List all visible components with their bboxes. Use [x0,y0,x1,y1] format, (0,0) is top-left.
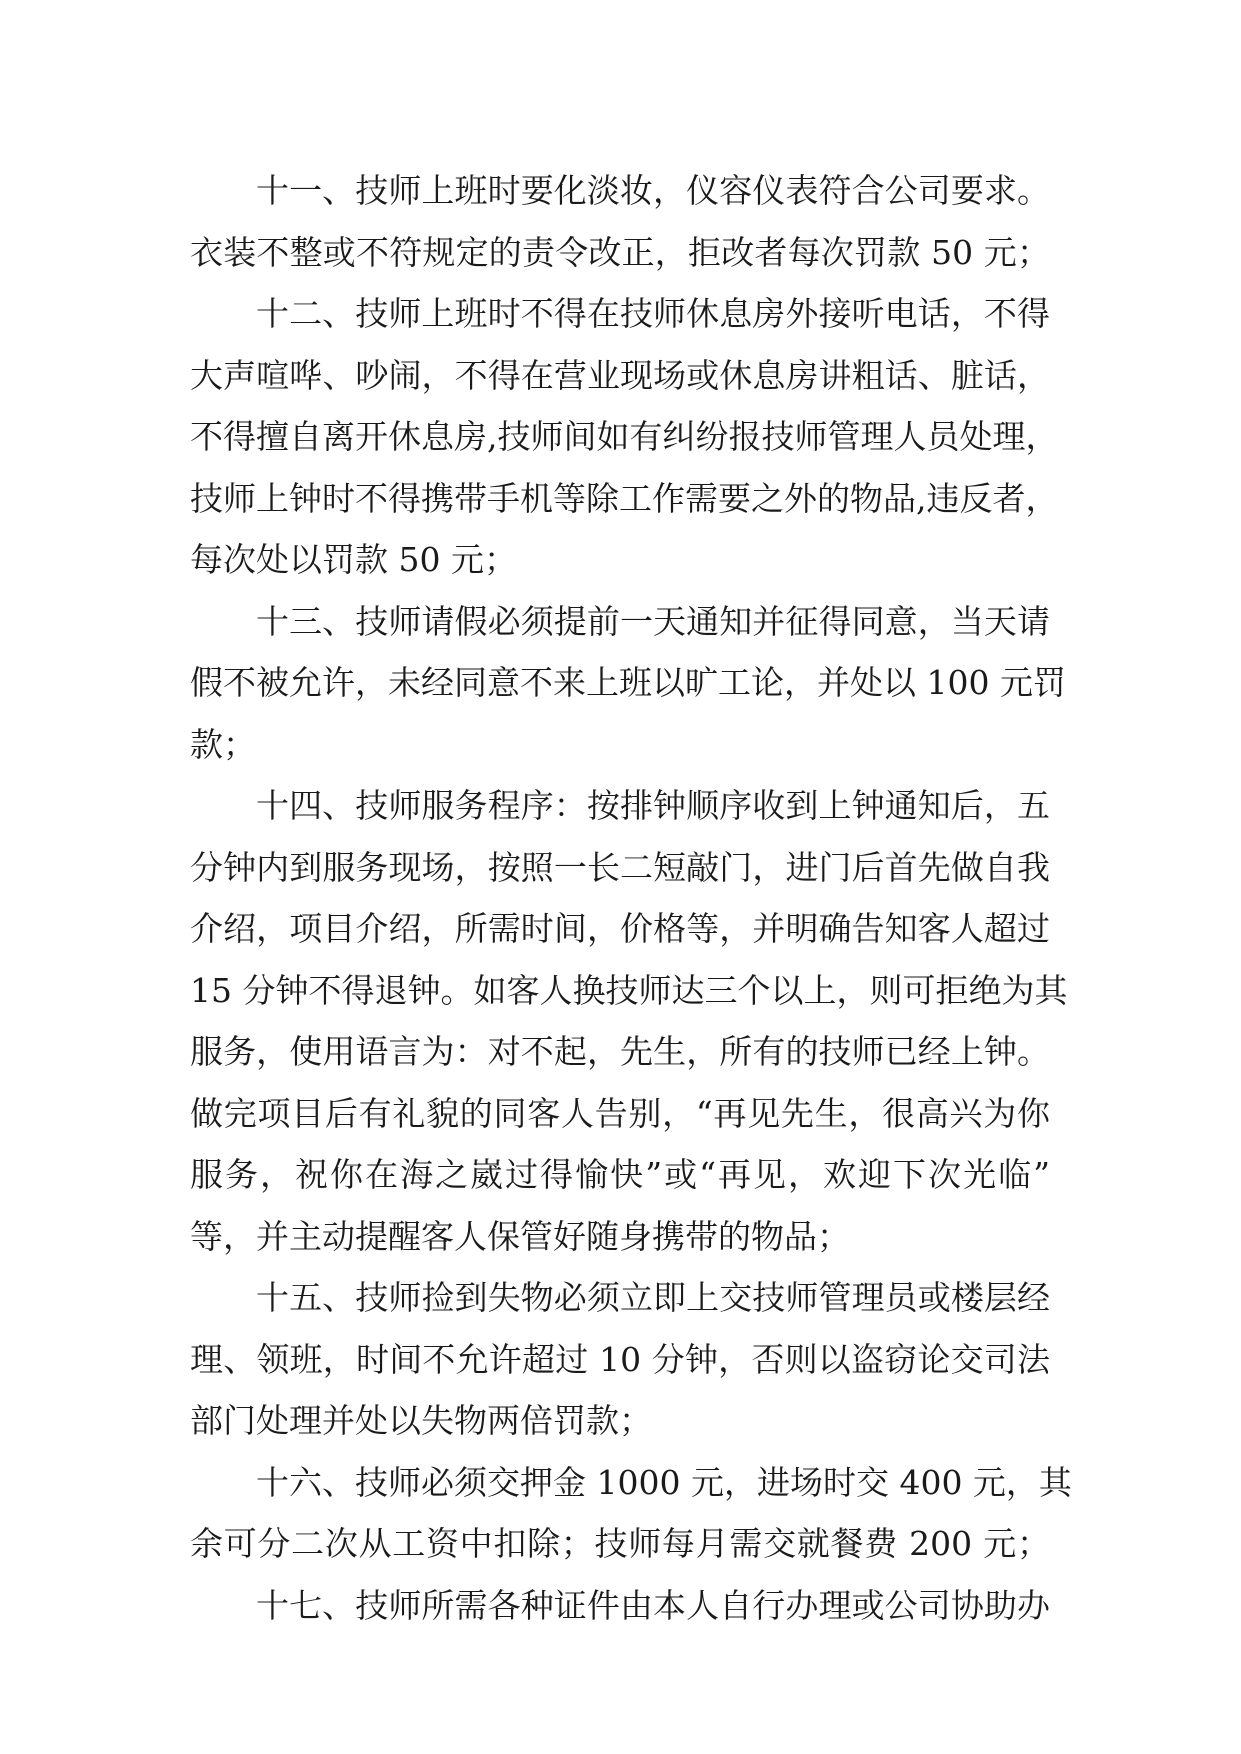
text-line: 十六、技师必须交押金 1000 元，进场时交 400 元，其 [256,1462,1072,1502]
document-body [190,160,1072,1636]
text-line: 服务，祝你在海之崴过得愉快”或“再见，欢迎下次光临” [190,1155,1050,1194]
text-line: 十三、技师请假必须提前一天通知并征得同意，当天请 [256,601,1050,641]
text-line: 十七、技师所需各种证件由本人自行办理或公司协助办 [256,1585,1050,1625]
text-line: 介绍，项目介绍，所需时间，价格等，并明确告知客人超过 [190,909,1050,948]
text-line: 等，并主动提醒客人保管好随身携带的物品； [190,1216,850,1256]
rule-paragraph-12 [190,283,1059,591]
rule-paragraph-14 [190,775,1068,1267]
text-line: 大声喧哗、吵闹，不得在营业现场或休息房讲粗话、脏话， [190,355,1050,395]
text-line: 不得擅自离开休息房,技师间如有纠纷报技师管理人员处理， [190,417,1059,456]
text-line: 十四、技师服务程序：按排钟顺序收到上钟通知后，五 [256,786,1050,825]
text-line: 分钟内到服务现场，按照一长二短敲门，进门后首先做自我 [190,847,1050,887]
rule-paragraph-11 [190,160,1050,283]
rule-paragraph-17 [190,1575,1050,1637]
text-line: 十一、技师上班时要化淡妆，仪容仪表符合公司要求。 [256,171,1050,210]
text-line: 技师上钟时不得携带手机等除工作需要之外的物品,违反者， [190,478,1059,518]
text-line: 服务，使用语言为：对不起，先生，所有的技师已经上钟。 [190,1032,1050,1071]
text-line: 15 分钟不得退钟。如客人换技师达三个以上，则可拒绝为其 [190,970,1068,1010]
text-line: 每次处以罚款 50 元； [190,540,517,579]
text-line: 款； [190,724,256,764]
rule-paragraph-16 [190,1452,1072,1575]
text-line: 部门处理并处以失物两倍罚款； [190,1401,652,1440]
text-line: 做完项目后有礼貌的同客人告别，“再见先生，很高兴为你 [190,1093,1050,1133]
text-line: 衣装不整或不符规定的责令改正，拒改者每次罚款 50 元； [190,232,1050,272]
text-line: 假不被允许，未经同意不来上班以旷工论，并处以 100 元罚 [190,663,1066,702]
text-line: 十二、技师上班时不得在技师休息房外接听电话，不得 [256,294,1050,333]
text-line: 余可分二次从工资中扣除；技师每月需交就餐费 200 元； [190,1524,1050,1563]
rule-paragraph-13 [190,591,1066,776]
rule-paragraph-15 [190,1267,1050,1452]
text-line: 理、领班，时间不允许超过 10 分钟，否则以盗窃论交司法 [190,1339,1050,1379]
text-line: 十五、技师捡到失物必须立即上交技师管理员或楼层经 [256,1278,1050,1317]
